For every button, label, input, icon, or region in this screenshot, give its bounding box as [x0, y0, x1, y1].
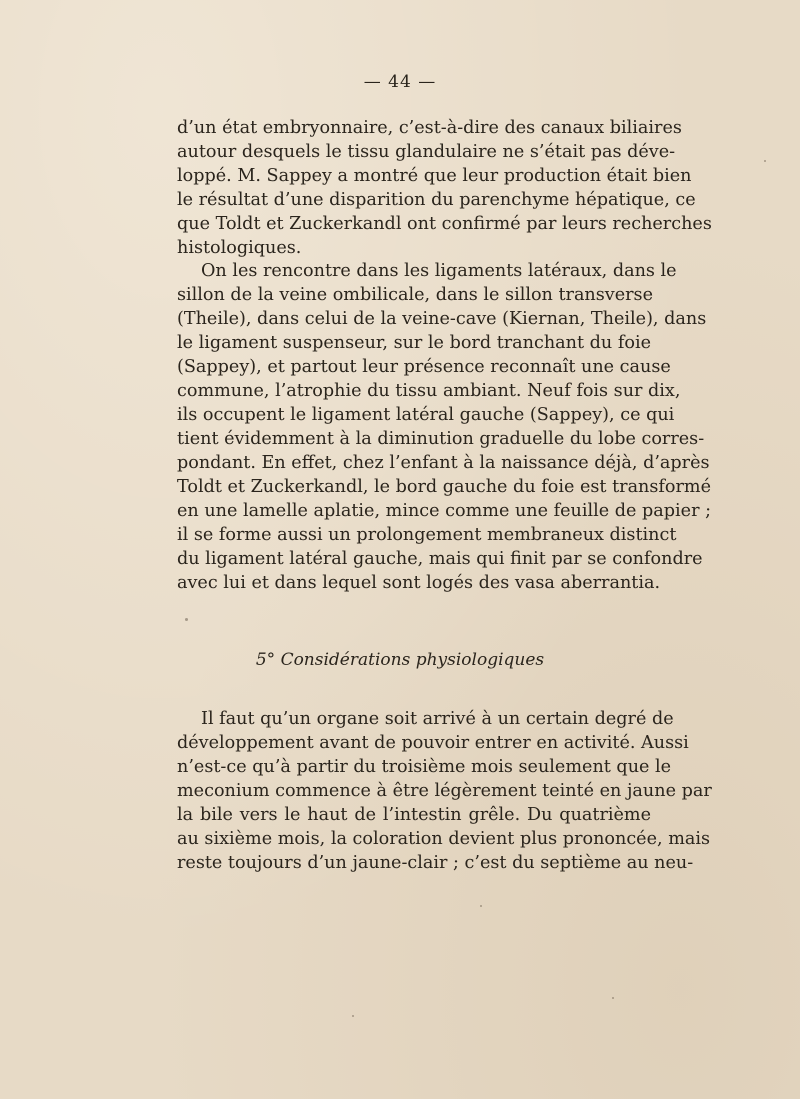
paragraph-3: [177, 707, 712, 875]
text-line: n’est-ce qu’à partir du troisième mois seulement que le: [177, 757, 672, 777]
text-line: (Sappey), et partout leur présence reconnaît une cause: [177, 357, 671, 377]
paper-speck: [480, 905, 482, 907]
text-line: en une lamelle aplatie, mince comme une feuille de papier ;: [177, 501, 712, 521]
page-number: — 44 —: [363, 72, 437, 92]
text-line: le résultat d’une disparition du parenchyme hépatique, ce: [177, 190, 696, 210]
paper-speck: [764, 160, 766, 162]
text-line: tient évidemment à la diminution graduelle du lobe corres-: [177, 429, 705, 449]
text-line: (Theile), dans celui de la veine-cave (Kiernan, Theile), dans: [177, 309, 707, 329]
text-line: histologiques.: [177, 238, 302, 258]
text-line: autour desquels le tissu glandulaire ne s’était pas déve-: [177, 142, 676, 162]
text-line: Toldt et Zuckerkandl, le bord gauche du foie est transformé: [177, 477, 712, 497]
text-line: la bile vers le haut de l’intestin grêle. Du quatrième: [177, 805, 651, 825]
text-line: loppé. M. Sappey a montré que leur production était bien: [177, 166, 692, 186]
text-line: développement avant de pouvoir entrer en activité. Aussi: [177, 733, 689, 753]
text-line: le ligament suspenseur, sur le bord tranchant du foie: [177, 333, 651, 353]
text-line: reste toujours d’un jaune-clair ; c’est du septième au neu-: [177, 853, 694, 873]
paragraph-2: [177, 259, 712, 595]
section-heading: 5° Considérations physiologiques: [255, 650, 545, 670]
text-line: avec lui et dans lequel sont logés des vasa aberrantia.: [177, 573, 661, 593]
text-line: Il faut qu’un organe soit arrivé à un certain degré de: [201, 709, 674, 729]
text-line: que Toldt et Zuckerkandl ont confirmé par leurs recherches: [177, 214, 712, 234]
text-line: On les rencontre dans les ligaments latéraux, dans le: [201, 261, 677, 281]
paragraph-1: [177, 116, 712, 260]
text-line: au sixième mois, la coloration devient plus prononcée, mais: [177, 829, 711, 849]
text-line: pondant. En effet, chez l’enfant à la naissance déjà, d’après: [177, 453, 710, 473]
text-line: il se forme aussi un prolongement membraneux distinct: [177, 525, 677, 545]
text-line: meconium commence à être légèrement teinté en jaune par: [177, 781, 712, 801]
text-line: d’un état embryonnaire, c’est-à-dire des canaux biliaires: [177, 118, 682, 138]
paper-speck: [352, 1015, 354, 1017]
text-line: commune, l’atrophie du tissu ambiant. Neuf fois sur dix,: [177, 381, 681, 401]
text-line: sillon de la veine ombilicale, dans le sillon transverse: [177, 285, 653, 305]
text-line: ils occupent le ligament latéral gauche (Sappey), ce qui: [177, 405, 675, 425]
paper-speck: [612, 997, 614, 999]
paper-speck: [185, 618, 188, 621]
text-line: du ligament latéral gauche, mais qui finit par se confondre: [177, 549, 703, 569]
